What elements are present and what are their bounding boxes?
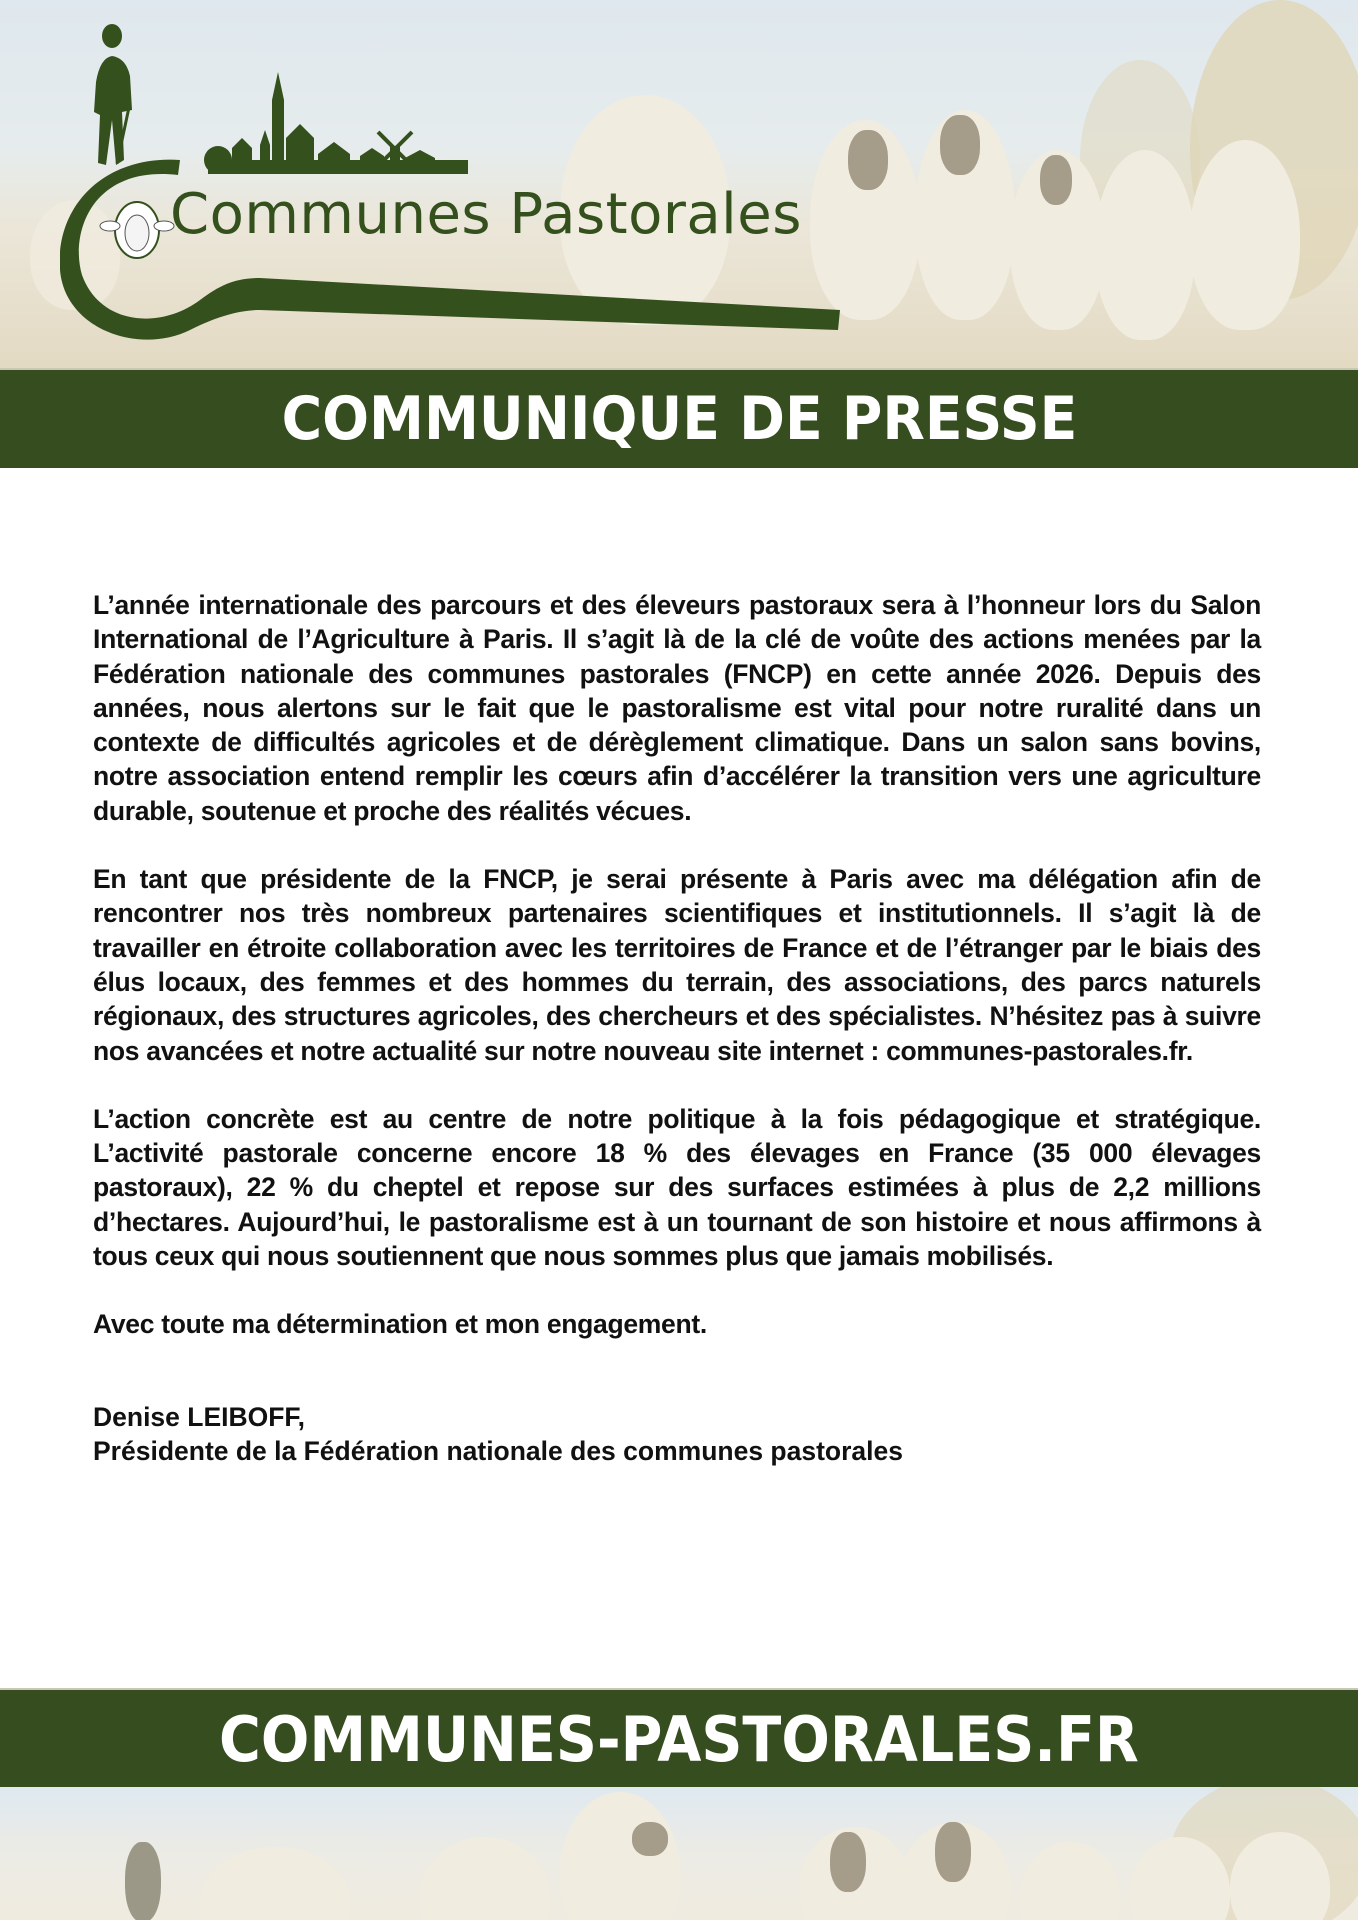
paragraph: L’action concrète est au centre de notre politique à la fois pédagogique et stratégique. L’activité pastorale concerne encore 18 % des élevages en France (35 000 élevages pastoraux), 22 % du cheptel et repose sur des surfaces estimées à plus de 2,2 millions d’hectares. Aujourd’hui, le pastoralisme est à un tournant de son histoire et nous affirmons à tous ceux qui nous soutiennent que nous sommes plus que jamais mobilisés.	[93, 1103, 1261, 1272]
website-link[interactable]: COMMUNES-PASTORALES.FR	[219, 1703, 1139, 1776]
village-skyline-icon	[204, 72, 468, 174]
signature-name: Denise LEIBOFF,	[93, 1401, 306, 1432]
paragraph: L’année internationale des parcours et des éleveurs pastoraux sera à l’honneur lors du Salon International de l’Agriculture à Paris. Il s’agit là de la clé de voûte des actions menées par la Fédération nationale des communes pastorales (FNCP) en cette année 2026. Depuis des années, nous alertons sur le fait que le pastoralisme est vital pour notre ruralité dans un contexte de difficultés agricoles et de dérèglement climatique. Dans un salon sans bovins, notre association entend remplir les cœurs afin d’accélérer la transition vers une agriculture durable, soutenue et proche des réalités vécues.	[93, 590, 1261, 826]
photo-sheep	[560, 1792, 680, 1920]
header-photo	[0, 0, 1358, 368]
paragraph: En tant que présidente de la FNCP, je serai présente à Paris avec ma délégation afin de rencontrer nos très nombreux partenaires scientifiques et institutionnels. Il s’agit là de travailler en étroite collaboration avec les territoires de France et de l’étranger par le biais des élus locaux, des femmes et des hommes du terrain, des associations, des parcs naturels régionaux, des structures agricoles, des chercheurs et des spécialistes. N’hésitez pas à suivre nos avancées et notre actualité sur notre nouveau site internet : communes-pastorales.fr.	[93, 864, 1261, 1066]
photo-sheep-head	[935, 1822, 971, 1882]
photo-sheep-head	[940, 115, 980, 175]
page-title: COMMUNIQUE DE PRESSE	[281, 384, 1077, 454]
photo-sheep-head	[1040, 155, 1072, 205]
logo	[60, 20, 850, 350]
press-release-banner	[0, 368, 1358, 468]
logo-text: Communes Pastorales	[170, 182, 802, 247]
signature-title: Présidente de la Fédération nationale des communes pastorales	[93, 1435, 903, 1466]
footer-photo	[0, 1787, 1358, 1920]
photo-sheep	[200, 1847, 350, 1920]
closing-line: Avec toute ma détermination et mon engagement.	[93, 1309, 707, 1340]
photo-sheep-head	[848, 130, 888, 190]
photo-sheep-head	[632, 1822, 668, 1856]
photo-shepherd	[125, 1842, 161, 1920]
press-release-body	[93, 588, 1261, 1468]
photo-sheep	[1020, 1842, 1120, 1920]
website-banner	[0, 1688, 1358, 1789]
shepherd-icon	[94, 24, 132, 165]
signature	[93, 1400, 1261, 1468]
photo-sheep	[1095, 150, 1195, 340]
sheep-head-icon	[100, 202, 174, 258]
photo-sheep	[1190, 140, 1300, 330]
photo-sheep	[420, 1837, 550, 1920]
photo-sheep-head	[830, 1832, 866, 1892]
